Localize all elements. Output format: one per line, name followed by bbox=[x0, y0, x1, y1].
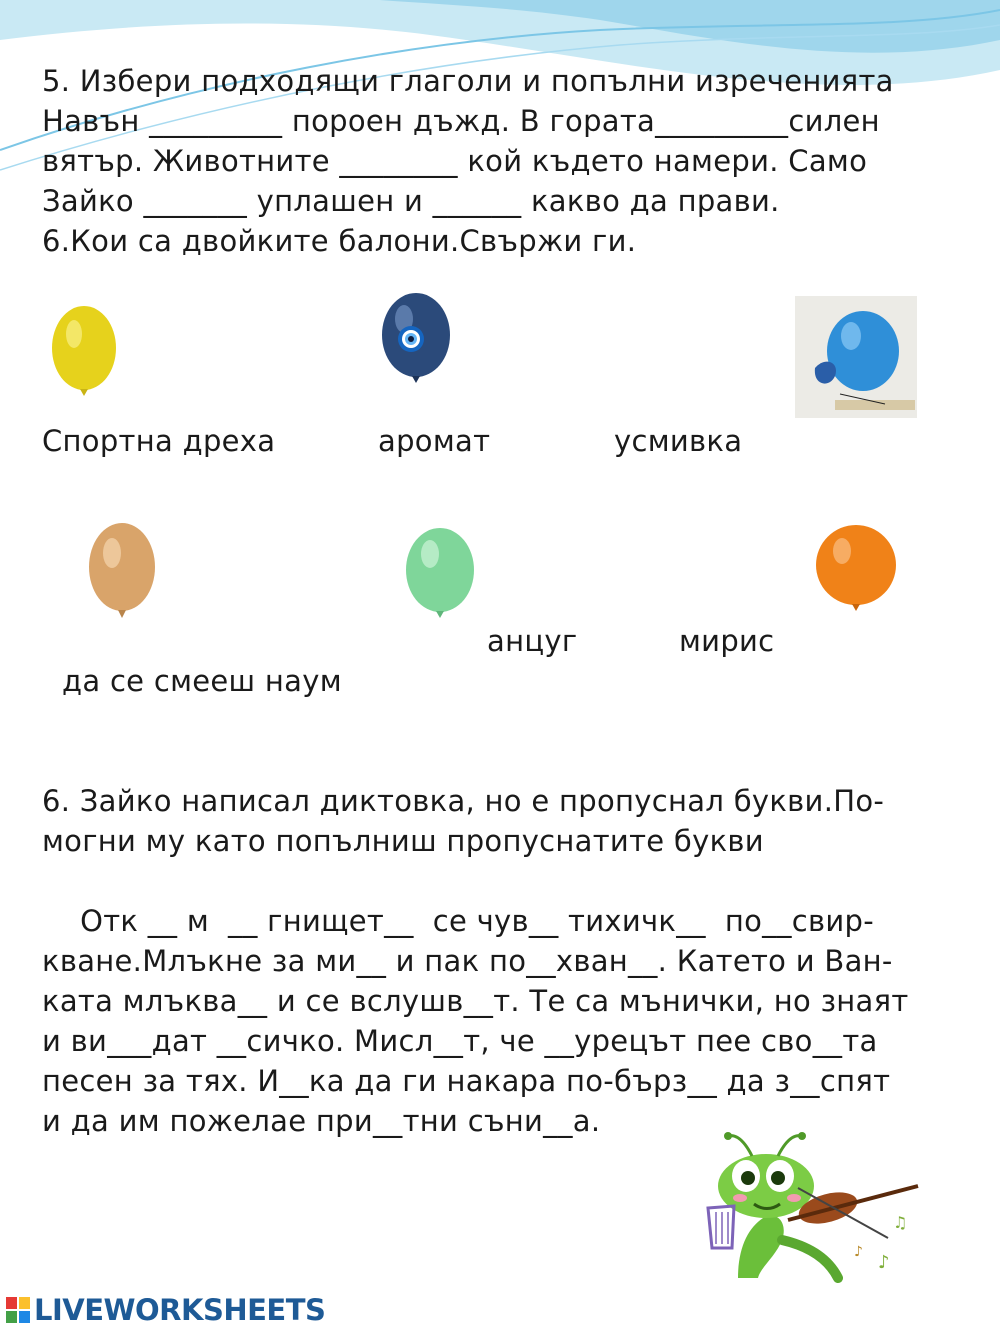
svg-text:♪: ♪ bbox=[854, 1244, 863, 1260]
dictation-line: и да им пожелае при__тни съни__а. bbox=[42, 1104, 601, 1138]
task6-title: 6.Кои са двойките балони.Свържи ги. bbox=[42, 224, 637, 258]
label-smell: мирис bbox=[679, 624, 775, 658]
task5-line: Зайко _______ уплашен и ______ какво да прави. bbox=[42, 184, 780, 218]
green-balloon bbox=[382, 524, 498, 624]
label-tracksuit: анцуг bbox=[487, 624, 578, 658]
liveworksheets-logo bbox=[6, 1293, 325, 1327]
liveworksheets-logo-icon bbox=[6, 1297, 30, 1323]
dictation-line: ката млъква__ и се вслушв__т. Те са мънички, но знаят bbox=[42, 984, 909, 1018]
navy-evil-eye-balloon bbox=[362, 287, 470, 395]
label-smile: усмивка bbox=[614, 424, 743, 458]
dictation-line: и ви___дат __сичко. Мисл__т, че __урецът пее сво__та bbox=[42, 1024, 878, 1058]
yellow-balloon bbox=[30, 298, 138, 410]
liveworksheets-brand-text: LIVEWORKSHEETS bbox=[34, 1293, 326, 1327]
task6b-title: 6. Зайко написал диктовка, но е пропуснал букви.По- bbox=[42, 784, 885, 818]
dictation-line: песен за тях. И__ка да ги накара по-бърз__ да з__спят bbox=[42, 1064, 891, 1098]
dictation-line: кване.Млъкне за ми__ и пак по__хван__. Катето и Ван- bbox=[42, 944, 893, 978]
svg-text:♫: ♫ bbox=[893, 1213, 908, 1232]
label-sport-clothing: Спортна дреха bbox=[42, 424, 276, 458]
label-aroma: аромат bbox=[378, 424, 491, 458]
orange-balloon bbox=[802, 521, 912, 617]
blue-balloon bbox=[795, 296, 917, 418]
task5-title: 5. Избери подходящи глаголи и попълни изреченията bbox=[42, 64, 894, 98]
beige-balloon bbox=[68, 515, 178, 633]
task5-line: вятър. Животните ________ кой където намери. Само bbox=[42, 144, 868, 178]
dictation-line: Отк __ м __ гнищет__ се чув__ тихичк__ по__свир- bbox=[42, 904, 875, 938]
task5-line: Навън _________ пороен дъжд. В гората_________силен bbox=[42, 104, 880, 138]
cricket-violin-illustration bbox=[678, 1128, 942, 1284]
svg-text:♪: ♪ bbox=[878, 1252, 890, 1273]
label-laugh-inwardly: да се смееш наум bbox=[62, 664, 342, 698]
task6b-line: могни му като попълниш пропуснатите букви bbox=[42, 824, 764, 858]
